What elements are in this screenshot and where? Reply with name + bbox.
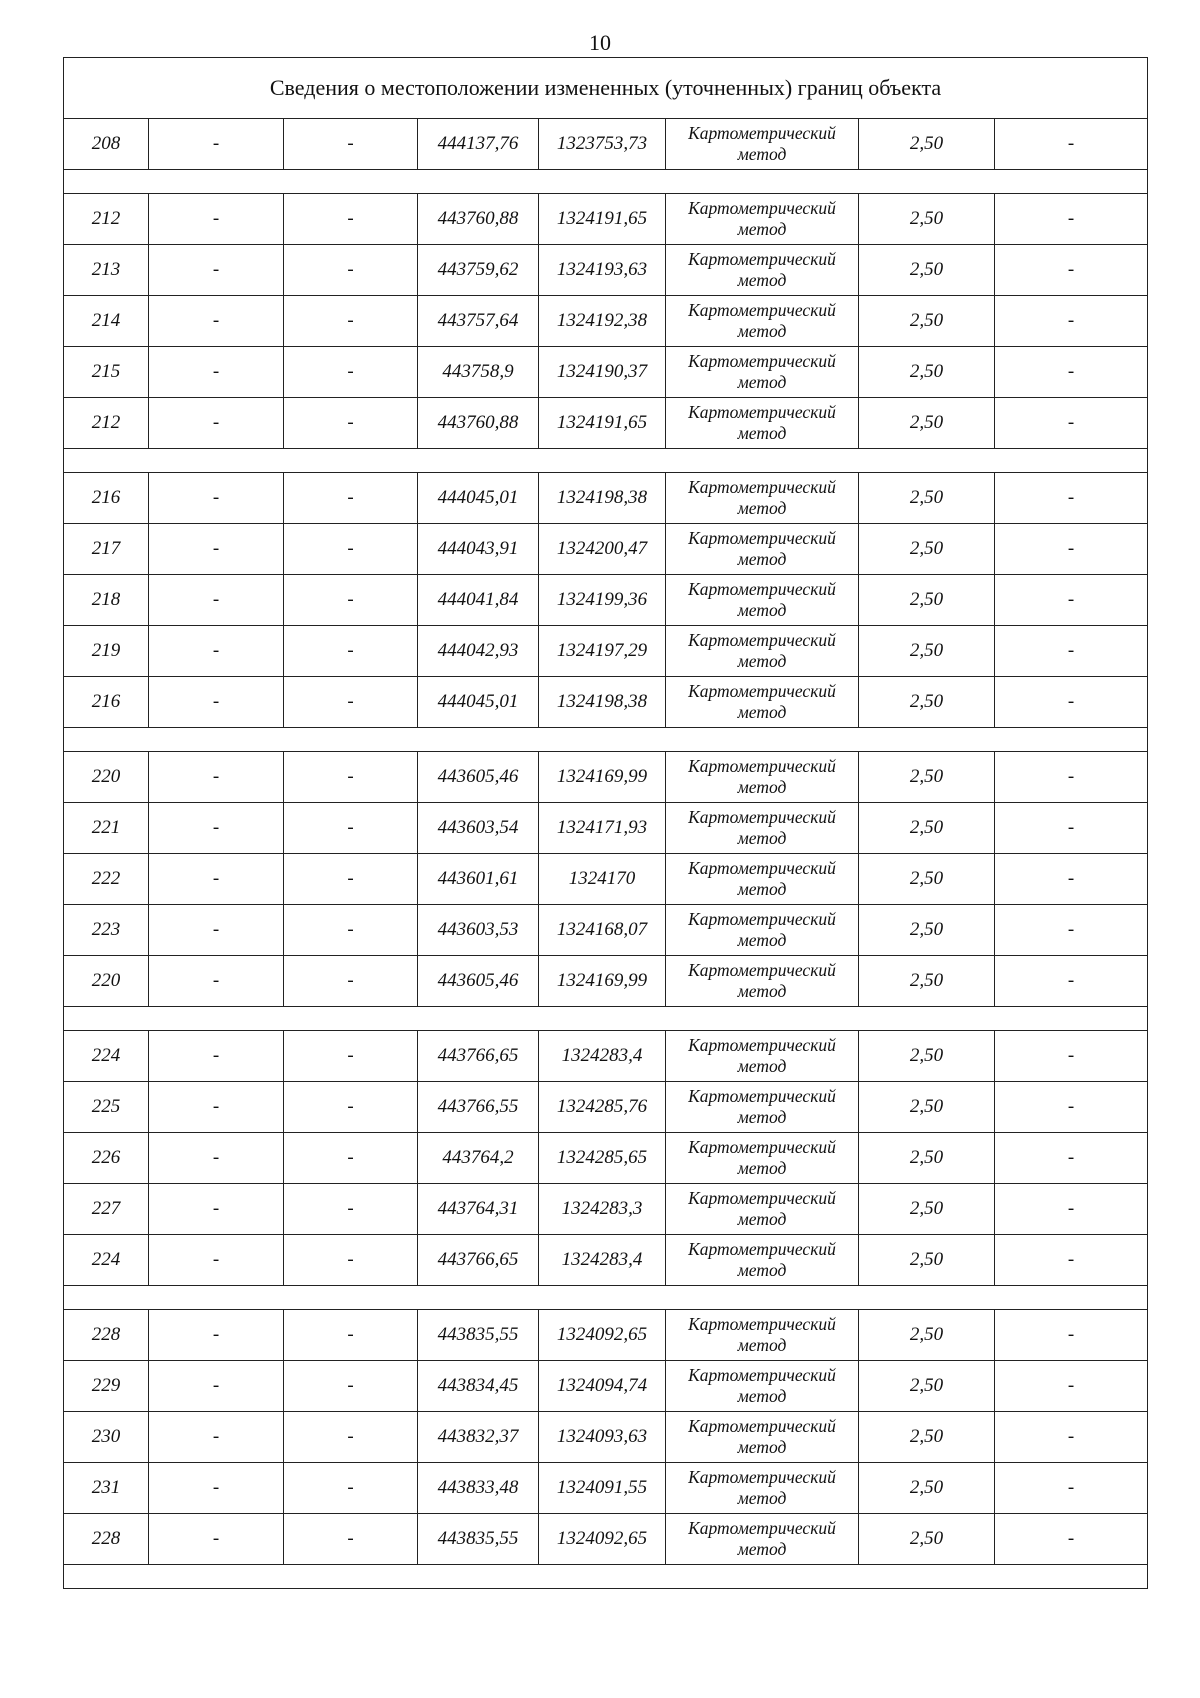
method-cell: Картометрический метод <box>666 752 859 803</box>
accuracy-cell: 2,50 <box>859 1412 995 1463</box>
empty-dash-cell: - <box>149 1463 284 1514</box>
method-cell: Картометрический метод <box>666 1082 859 1133</box>
x-coordinate-cell: 443759,62 <box>418 245 539 296</box>
empty-dash-cell: - <box>149 677 284 728</box>
x-coordinate-cell: 444045,01 <box>418 473 539 524</box>
empty-dash-cell: - <box>284 524 418 575</box>
empty-dash-cell: - <box>149 119 284 170</box>
empty-dash-cell: - <box>995 1514 1148 1565</box>
table-row <box>64 1031 1148 1082</box>
empty-dash-cell: - <box>284 1310 418 1361</box>
empty-dash-cell: - <box>284 575 418 626</box>
table-row <box>64 245 1148 296</box>
y-coordinate-cell: 1324199,36 <box>539 575 666 626</box>
empty-dash-cell: - <box>995 1235 1148 1286</box>
method-cell: Картометрический метод <box>666 1031 859 1082</box>
point-number-cell: 208 <box>64 119 149 170</box>
empty-dash-cell: - <box>284 1082 418 1133</box>
x-coordinate-cell: 443757,64 <box>418 296 539 347</box>
point-number-cell: 216 <box>64 473 149 524</box>
empty-dash-cell: - <box>284 347 418 398</box>
x-coordinate-cell: 443601,61 <box>418 854 539 905</box>
y-coordinate-cell: 1324197,29 <box>539 626 666 677</box>
table-row <box>64 956 1148 1007</box>
accuracy-cell: 2,50 <box>859 1310 995 1361</box>
empty-dash-cell: - <box>284 905 418 956</box>
empty-dash-cell: - <box>149 473 284 524</box>
empty-dash-cell: - <box>284 803 418 854</box>
x-coordinate-cell: 443834,45 <box>418 1361 539 1412</box>
empty-dash-cell: - <box>284 1412 418 1463</box>
point-number-cell: 224 <box>64 1235 149 1286</box>
accuracy-cell: 2,50 <box>859 245 995 296</box>
empty-dash-cell: - <box>149 347 284 398</box>
group-separator-row <box>64 449 1148 473</box>
page-number: 10 <box>589 30 611 55</box>
group-separator-row <box>64 1007 1148 1031</box>
empty-dash-cell: - <box>149 1133 284 1184</box>
method-cell: Картометрический метод <box>666 905 859 956</box>
group-separator <box>64 170 1148 194</box>
empty-dash-cell: - <box>284 956 418 1007</box>
empty-dash-cell: - <box>149 398 284 449</box>
group-separator <box>64 1286 1148 1310</box>
empty-dash-cell: - <box>995 575 1148 626</box>
table-title-row <box>64 58 1148 119</box>
x-coordinate-cell: 444045,01 <box>418 677 539 728</box>
y-coordinate-cell: 1324170 <box>539 854 666 905</box>
group-separator-row <box>64 1565 1148 1589</box>
method-cell: Картометрический метод <box>666 677 859 728</box>
empty-dash-cell: - <box>284 1361 418 1412</box>
empty-dash-cell: - <box>995 1310 1148 1361</box>
point-number-cell: 212 <box>64 194 149 245</box>
point-number-cell: 226 <box>64 1133 149 1184</box>
accuracy-cell: 2,50 <box>859 1082 995 1133</box>
empty-dash-cell: - <box>284 1031 418 1082</box>
accuracy-cell: 2,50 <box>859 905 995 956</box>
y-coordinate-cell: 1324283,4 <box>539 1235 666 1286</box>
method-cell: Картометрический метод <box>666 956 859 1007</box>
y-coordinate-cell: 1324091,55 <box>539 1463 666 1514</box>
method-cell: Картометрический метод <box>666 1514 859 1565</box>
empty-dash-cell: - <box>149 575 284 626</box>
empty-dash-cell: - <box>995 473 1148 524</box>
method-cell: Картометрический метод <box>666 347 859 398</box>
x-coordinate-cell: 444042,93 <box>418 626 539 677</box>
point-number-cell: 218 <box>64 575 149 626</box>
empty-dash-cell: - <box>995 524 1148 575</box>
x-coordinate-cell: 443760,88 <box>418 398 539 449</box>
empty-dash-cell: - <box>995 1412 1148 1463</box>
point-number-cell: 228 <box>64 1310 149 1361</box>
empty-dash-cell: - <box>995 677 1148 728</box>
empty-dash-cell: - <box>995 803 1148 854</box>
empty-dash-cell: - <box>995 626 1148 677</box>
group-separator <box>64 1565 1148 1589</box>
empty-dash-cell: - <box>995 119 1148 170</box>
table-row <box>64 752 1148 803</box>
method-cell: Картометрический метод <box>666 119 859 170</box>
x-coordinate-cell: 443766,65 <box>418 1235 539 1286</box>
empty-dash-cell: - <box>995 905 1148 956</box>
point-number-cell: 229 <box>64 1361 149 1412</box>
accuracy-cell: 2,50 <box>859 398 995 449</box>
y-coordinate-cell: 1324192,38 <box>539 296 666 347</box>
table-row <box>64 1184 1148 1235</box>
group-separator <box>64 449 1148 473</box>
method-cell: Картометрический метод <box>666 1133 859 1184</box>
accuracy-cell: 2,50 <box>859 1184 995 1235</box>
method-cell: Картометрический метод <box>666 1235 859 1286</box>
accuracy-cell: 2,50 <box>859 194 995 245</box>
empty-dash-cell: - <box>149 1361 284 1412</box>
table-row <box>64 905 1148 956</box>
point-number-cell: 217 <box>64 524 149 575</box>
y-coordinate-cell: 1324285,76 <box>539 1082 666 1133</box>
point-number-cell: 223 <box>64 905 149 956</box>
point-number-cell: 219 <box>64 626 149 677</box>
empty-dash-cell: - <box>149 626 284 677</box>
empty-dash-cell: - <box>284 626 418 677</box>
y-coordinate-cell: 1324283,4 <box>539 1031 666 1082</box>
empty-dash-cell: - <box>284 1514 418 1565</box>
accuracy-cell: 2,50 <box>859 1463 995 1514</box>
empty-dash-cell: - <box>284 245 418 296</box>
empty-dash-cell: - <box>995 398 1148 449</box>
table-row <box>64 626 1148 677</box>
table-row <box>64 524 1148 575</box>
empty-dash-cell: - <box>149 1082 284 1133</box>
group-separator <box>64 728 1148 752</box>
group-separator <box>64 1007 1148 1031</box>
point-number-cell: 224 <box>64 1031 149 1082</box>
point-number-cell: 213 <box>64 245 149 296</box>
y-coordinate-cell: 1324283,3 <box>539 1184 666 1235</box>
table-row <box>64 1310 1148 1361</box>
empty-dash-cell: - <box>284 398 418 449</box>
point-number-cell: 222 <box>64 854 149 905</box>
table-title: Сведения о местоположении измененных (уточненных) границ объекта <box>64 58 1148 119</box>
method-cell: Картометрический метод <box>666 398 859 449</box>
x-coordinate-cell: 443605,46 <box>418 752 539 803</box>
point-number-cell: 212 <box>64 398 149 449</box>
table-row <box>64 1514 1148 1565</box>
accuracy-cell: 2,50 <box>859 296 995 347</box>
method-cell: Картометрический метод <box>666 296 859 347</box>
table-row <box>64 677 1148 728</box>
accuracy-cell: 2,50 <box>859 524 995 575</box>
empty-dash-cell: - <box>995 1184 1148 1235</box>
accuracy-cell: 2,50 <box>859 347 995 398</box>
empty-dash-cell: - <box>149 1031 284 1082</box>
empty-dash-cell: - <box>149 524 284 575</box>
empty-dash-cell: - <box>995 854 1148 905</box>
table-row <box>64 473 1148 524</box>
empty-dash-cell: - <box>284 194 418 245</box>
method-cell: Картометрический метод <box>666 1184 859 1235</box>
accuracy-cell: 2,50 <box>859 575 995 626</box>
accuracy-cell: 2,50 <box>859 1361 995 1412</box>
x-coordinate-cell: 443835,55 <box>418 1514 539 1565</box>
empty-dash-cell: - <box>284 473 418 524</box>
group-separator-row <box>64 1286 1148 1310</box>
method-cell: Картометрический метод <box>666 473 859 524</box>
y-coordinate-cell: 1324094,74 <box>539 1361 666 1412</box>
y-coordinate-cell: 1324169,99 <box>539 752 666 803</box>
point-number-cell: 215 <box>64 347 149 398</box>
table-row <box>64 1082 1148 1133</box>
empty-dash-cell: - <box>995 1463 1148 1514</box>
accuracy-cell: 2,50 <box>859 752 995 803</box>
empty-dash-cell: - <box>149 752 284 803</box>
empty-dash-cell: - <box>149 194 284 245</box>
accuracy-cell: 2,50 <box>859 1133 995 1184</box>
accuracy-cell: 2,50 <box>859 626 995 677</box>
method-cell: Картометрический метод <box>666 575 859 626</box>
x-coordinate-cell: 443764,2 <box>418 1133 539 1184</box>
accuracy-cell: 2,50 <box>859 1514 995 1565</box>
x-coordinate-cell: 443603,53 <box>418 905 539 956</box>
empty-dash-cell: - <box>149 245 284 296</box>
point-number-cell: 220 <box>64 956 149 1007</box>
table-row <box>64 398 1148 449</box>
accuracy-cell: 2,50 <box>859 473 995 524</box>
table-row <box>64 119 1148 170</box>
y-coordinate-cell: 1324200,47 <box>539 524 666 575</box>
table-row <box>64 296 1148 347</box>
table-row <box>64 1133 1148 1184</box>
empty-dash-cell: - <box>149 1514 284 1565</box>
empty-dash-cell: - <box>149 1235 284 1286</box>
y-coordinate-cell: 1324191,65 <box>539 194 666 245</box>
x-coordinate-cell: 443766,55 <box>418 1082 539 1133</box>
table-row <box>64 803 1148 854</box>
x-coordinate-cell: 443832,37 <box>418 1412 539 1463</box>
y-coordinate-cell: 1324190,37 <box>539 347 666 398</box>
y-coordinate-cell: 1324198,38 <box>539 473 666 524</box>
method-cell: Картометрический метод <box>666 524 859 575</box>
y-coordinate-cell: 1323753,73 <box>539 119 666 170</box>
empty-dash-cell: - <box>995 1133 1148 1184</box>
accuracy-cell: 2,50 <box>859 1235 995 1286</box>
method-cell: Картометрический метод <box>666 1412 859 1463</box>
method-cell: Картометрический метод <box>666 1310 859 1361</box>
empty-dash-cell: - <box>995 347 1148 398</box>
y-coordinate-cell: 1324092,65 <box>539 1514 666 1565</box>
method-cell: Картометрический метод <box>666 1361 859 1412</box>
y-coordinate-cell: 1324169,99 <box>539 956 666 1007</box>
x-coordinate-cell: 444041,84 <box>418 575 539 626</box>
empty-dash-cell: - <box>149 854 284 905</box>
x-coordinate-cell: 443605,46 <box>418 956 539 1007</box>
y-coordinate-cell: 1324171,93 <box>539 803 666 854</box>
x-coordinate-cell: 443833,48 <box>418 1463 539 1514</box>
method-cell: Картометрический метод <box>666 803 859 854</box>
y-coordinate-cell: 1324168,07 <box>539 905 666 956</box>
point-number-cell: 214 <box>64 296 149 347</box>
accuracy-cell: 2,50 <box>859 119 995 170</box>
x-coordinate-cell: 443758,9 <box>418 347 539 398</box>
empty-dash-cell: - <box>995 194 1148 245</box>
accuracy-cell: 2,50 <box>859 854 995 905</box>
empty-dash-cell: - <box>149 1310 284 1361</box>
empty-dash-cell: - <box>995 1031 1148 1082</box>
table-row <box>64 854 1148 905</box>
method-cell: Картометрический метод <box>666 626 859 677</box>
point-number-cell: 216 <box>64 677 149 728</box>
method-cell: Картометрический метод <box>666 194 859 245</box>
y-coordinate-cell: 1324093,63 <box>539 1412 666 1463</box>
empty-dash-cell: - <box>149 1412 284 1463</box>
point-number-cell: 228 <box>64 1514 149 1565</box>
empty-dash-cell: - <box>284 752 418 803</box>
y-coordinate-cell: 1324191,65 <box>539 398 666 449</box>
accuracy-cell: 2,50 <box>859 1031 995 1082</box>
y-coordinate-cell: 1324285,65 <box>539 1133 666 1184</box>
empty-dash-cell: - <box>995 245 1148 296</box>
x-coordinate-cell: 443766,65 <box>418 1031 539 1082</box>
table-row <box>64 347 1148 398</box>
point-number-cell: 227 <box>64 1184 149 1235</box>
empty-dash-cell: - <box>284 1463 418 1514</box>
table-row <box>64 1361 1148 1412</box>
point-number-cell: 230 <box>64 1412 149 1463</box>
empty-dash-cell: - <box>284 677 418 728</box>
empty-dash-cell: - <box>284 1133 418 1184</box>
empty-dash-cell: - <box>995 1082 1148 1133</box>
x-coordinate-cell: 443760,88 <box>418 194 539 245</box>
method-cell: Картометрический метод <box>666 1463 859 1514</box>
empty-dash-cell: - <box>149 296 284 347</box>
empty-dash-cell: - <box>284 1184 418 1235</box>
empty-dash-cell: - <box>995 752 1148 803</box>
empty-dash-cell: - <box>995 956 1148 1007</box>
accuracy-cell: 2,50 <box>859 677 995 728</box>
x-coordinate-cell: 443764,31 <box>418 1184 539 1235</box>
table-row <box>64 575 1148 626</box>
boundary-coordinates-table <box>63 57 1148 1589</box>
empty-dash-cell: - <box>995 1361 1148 1412</box>
point-number-cell: 231 <box>64 1463 149 1514</box>
method-cell: Картометрический метод <box>666 245 859 296</box>
empty-dash-cell: - <box>149 956 284 1007</box>
y-coordinate-cell: 1324198,38 <box>539 677 666 728</box>
point-number-cell: 220 <box>64 752 149 803</box>
accuracy-cell: 2,50 <box>859 956 995 1007</box>
empty-dash-cell: - <box>149 803 284 854</box>
table-row <box>64 1412 1148 1463</box>
accuracy-cell: 2,50 <box>859 803 995 854</box>
empty-dash-cell: - <box>284 296 418 347</box>
point-number-cell: 225 <box>64 1082 149 1133</box>
y-coordinate-cell: 1324092,65 <box>539 1310 666 1361</box>
empty-dash-cell: - <box>284 119 418 170</box>
table-row <box>64 1235 1148 1286</box>
point-number-cell: 221 <box>64 803 149 854</box>
table-row <box>64 1463 1148 1514</box>
empty-dash-cell: - <box>149 1184 284 1235</box>
method-cell: Картометрический метод <box>666 854 859 905</box>
empty-dash-cell: - <box>284 854 418 905</box>
table-row <box>64 194 1148 245</box>
x-coordinate-cell: 444043,91 <box>418 524 539 575</box>
x-coordinate-cell: 444137,76 <box>418 119 539 170</box>
empty-dash-cell: - <box>995 296 1148 347</box>
empty-dash-cell: - <box>284 1235 418 1286</box>
x-coordinate-cell: 443835,55 <box>418 1310 539 1361</box>
empty-dash-cell: - <box>149 905 284 956</box>
group-separator-row <box>64 170 1148 194</box>
y-coordinate-cell: 1324193,63 <box>539 245 666 296</box>
x-coordinate-cell: 443603,54 <box>418 803 539 854</box>
group-separator-row <box>64 728 1148 752</box>
